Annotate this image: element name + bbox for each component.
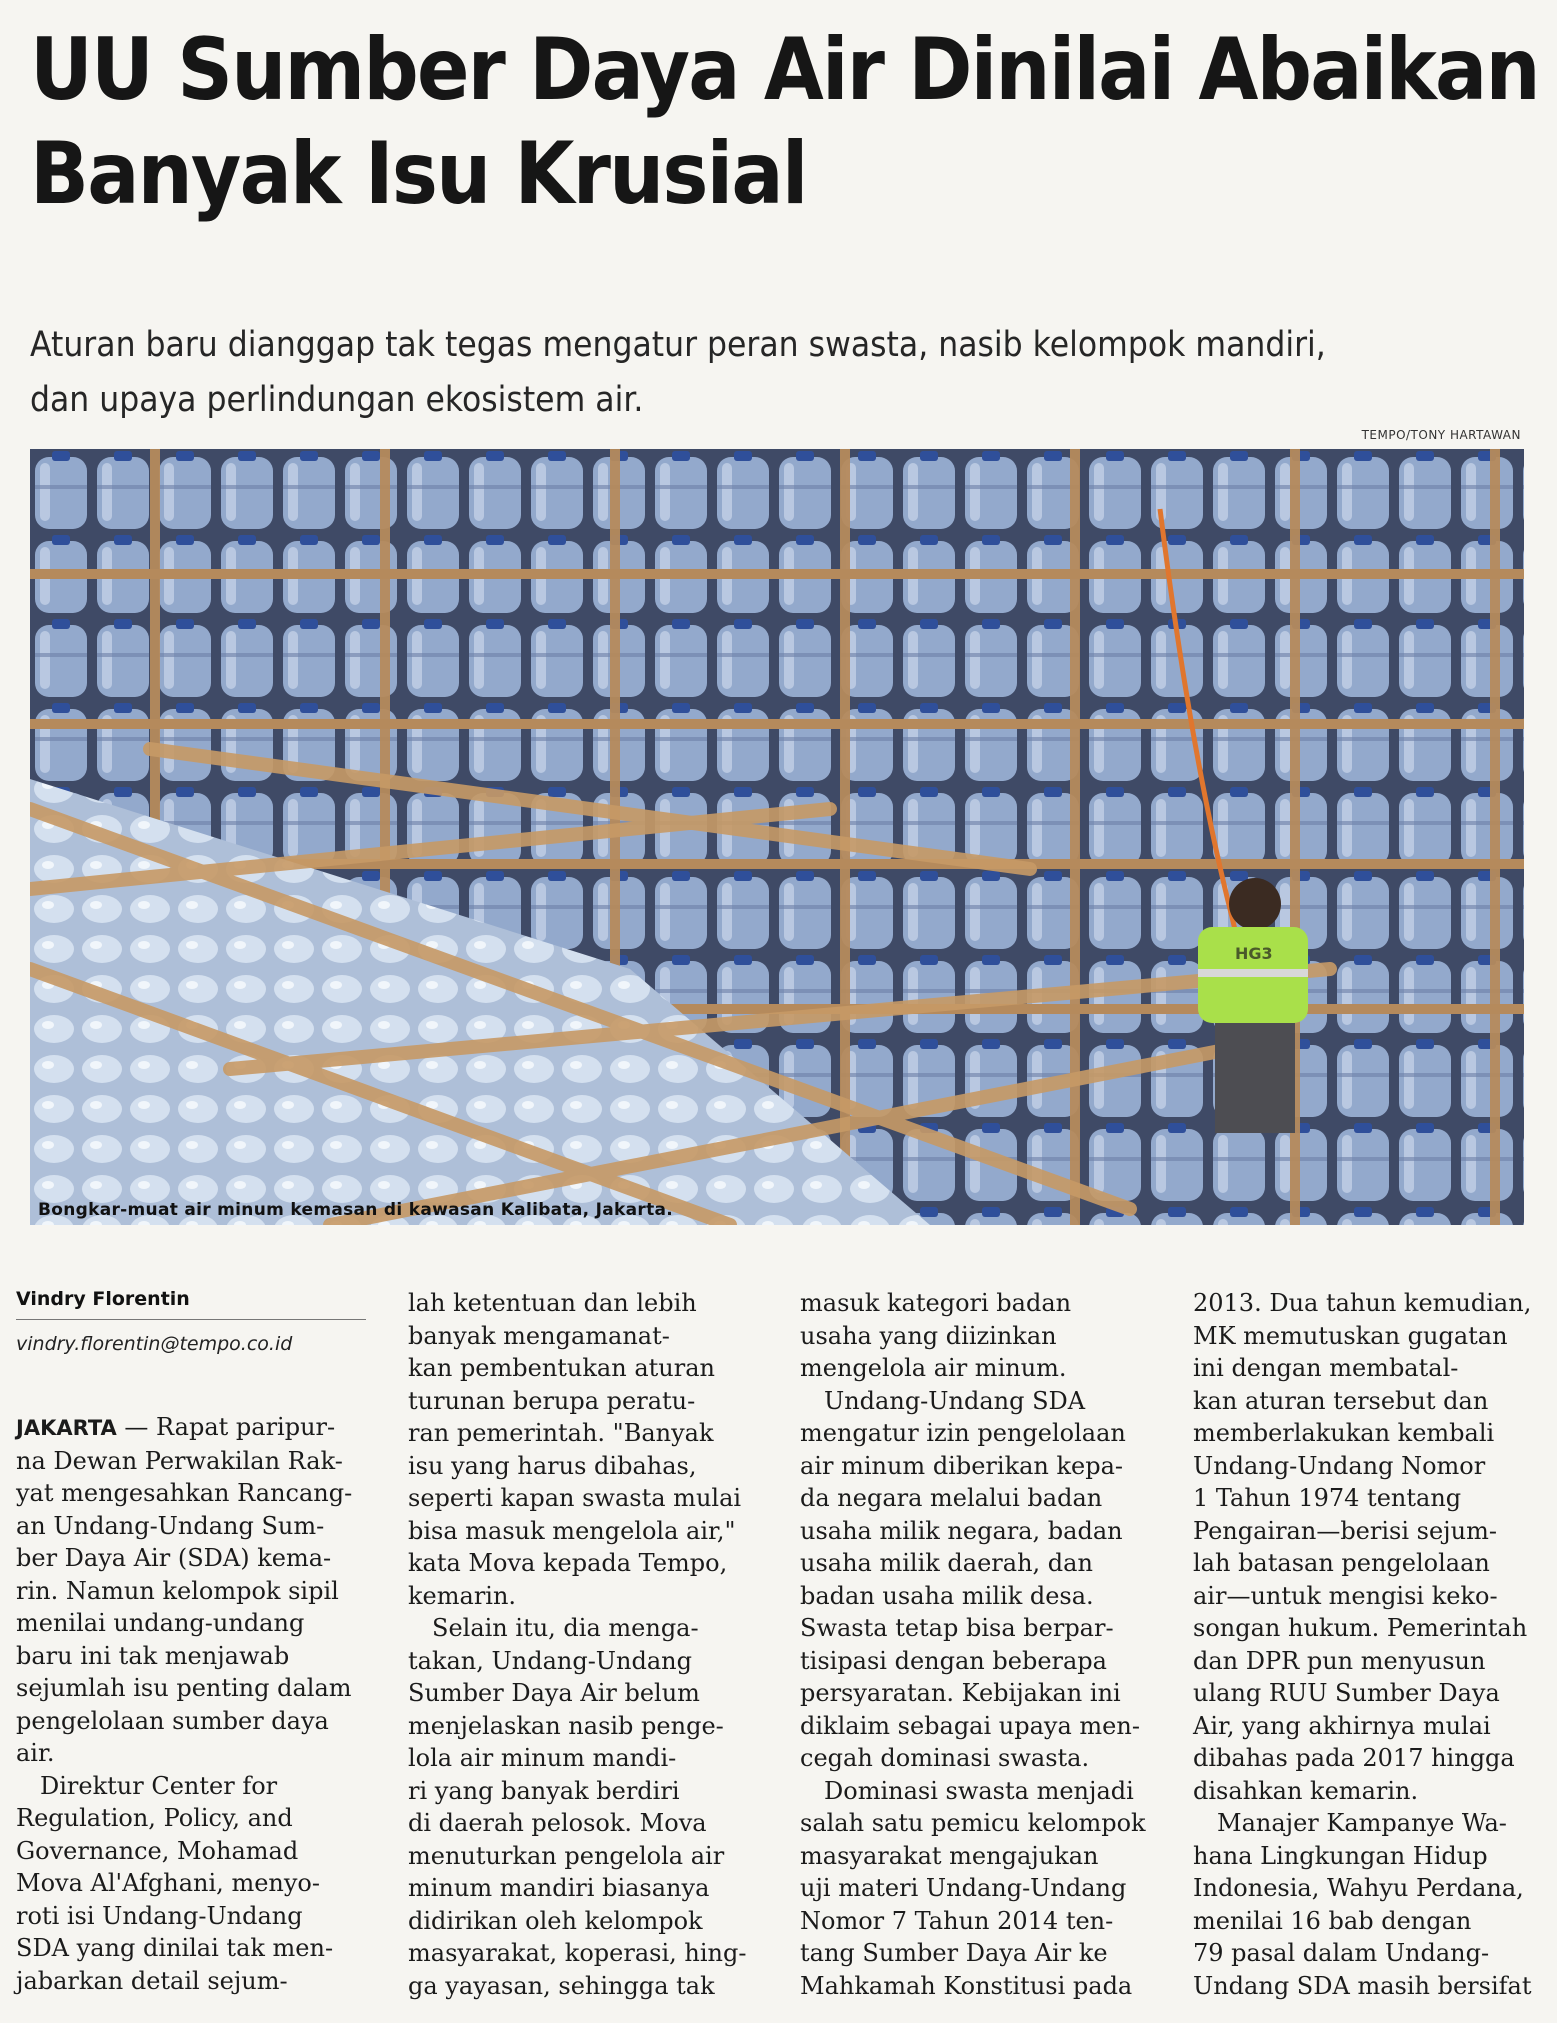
vest-label: HG3 xyxy=(1235,944,1273,963)
column-4-line: Manajer Kampanye Wa- xyxy=(1217,1809,1507,1837)
subheadline-line-1: Aturan baru dianggap tak tegas mengatur peran swasta, nasib kelompok mandiri, xyxy=(30,325,1326,365)
column-2-line: bisa masuk mengelola air," xyxy=(408,1516,736,1545)
column-2-line: Selain itu, dia menga- xyxy=(432,1614,699,1642)
column-4-line: 1 Tahun 1974 tentang xyxy=(1193,1484,1462,1512)
column-2-line: Sumber Daya Air belum xyxy=(408,1679,700,1707)
column-2-line: banyak mengamanat- xyxy=(408,1321,670,1350)
column-4-line: air—untuk mengisi keko- xyxy=(1193,1581,1498,1610)
column-2-line: minum mandiri biasanya xyxy=(408,1874,710,1902)
column-1-line: ber Daya Air (SDA) kema- xyxy=(16,1544,332,1572)
column-2-line: takan, Undang-Undang xyxy=(408,1646,692,1675)
column-3-line: Nomor 7 Tahun 2014 ten- xyxy=(800,1906,1114,1935)
column-3-line: tang Sumber Daya Air ke xyxy=(800,1939,1108,1967)
column-2-line: kan pembentukan aturan xyxy=(408,1354,715,1382)
column-2-line: ga yayasan, sehingga tak xyxy=(408,1971,715,2000)
column-4-line: 2013. Dua tahun kemudian, xyxy=(1193,1289,1532,1317)
column-4-line: ulang RUU Sumber Daya xyxy=(1193,1679,1500,1707)
column-3-line: masuk kategori badan xyxy=(800,1289,1072,1317)
byline-email: vindry.florentin@tempo.co.id xyxy=(16,1333,293,1355)
column-1-line: yat mengesahkan Rancang- xyxy=(16,1479,353,1507)
column-4-line: Indonesia, Wahyu Perdana, xyxy=(1193,1874,1524,1902)
column-3-line: persyaratan. Kebijakan ini xyxy=(800,1679,1121,1707)
column-1-line: baru ini tak menjawab xyxy=(16,1641,290,1670)
column-2-line: menuturkan pengelola air xyxy=(408,1841,725,1870)
column-2-line: menjelaskan nasib penge- xyxy=(408,1711,724,1740)
column-4-line: memberlakukan kembali xyxy=(1193,1419,1495,1447)
column-4-line: Undang-Undang Nomor xyxy=(1193,1451,1486,1480)
headline-line-2: Banyak Isu Krusial xyxy=(30,124,807,224)
byline-divider xyxy=(16,1319,366,1320)
column-2-line: isu yang harus dibahas, xyxy=(408,1451,697,1480)
column-1-line: sejumlah isu penting dalam xyxy=(16,1674,352,1702)
column-2-line: turunan berupa peratu- xyxy=(408,1386,696,1415)
column-1-line: Governance, Mohamad xyxy=(16,1836,299,1865)
column-4-line: Undang SDA masih bersifat xyxy=(1193,1971,1532,2000)
column-3-line: uji materi Undang-Undang xyxy=(800,1874,1127,1902)
column-3-line: usaha yang diizinkan xyxy=(800,1321,1057,1350)
article-column-3 xyxy=(800,1287,1155,2002)
column-4-line: ini dengan membatal- xyxy=(1193,1354,1459,1382)
article-column-4 xyxy=(1193,1287,1543,2002)
column-3-line: badan usaha milik desa. xyxy=(800,1581,1094,1610)
column-3-line: usaha milik negara, badan xyxy=(800,1516,1123,1545)
subheadline xyxy=(30,318,1326,428)
column-1-line: rin. Namun kelompok sipil xyxy=(16,1576,339,1605)
column-3-line: Undang-Undang SDA xyxy=(824,1386,1086,1415)
column-1-line: Mova Al'Afghani, menyo- xyxy=(16,1869,320,1897)
column-4-line: songan hukum. Pemerintah xyxy=(1193,1614,1528,1642)
column-4-line: 79 pasal dalam Undang- xyxy=(1193,1939,1490,1967)
column-4-line: hana Lingkungan Hidup xyxy=(1193,1841,1488,1870)
column-3-line: Mahkamah Konstitusi pada xyxy=(800,1971,1133,2000)
column-1-line: na Dewan Perwakilan Rak- xyxy=(16,1446,343,1475)
column-4-line: dibahas pada 2017 hingga xyxy=(1193,1744,1515,1772)
column-3-line: diklaim sebagai upaya men- xyxy=(800,1711,1140,1740)
article-column-1 xyxy=(16,1411,366,1997)
column-4-line: kan aturan tersebut dan xyxy=(1193,1386,1489,1415)
column-3-line: salah satu pemicu kelompok xyxy=(800,1809,1146,1837)
column-4-line: menilai 16 bab dengan xyxy=(1193,1906,1472,1935)
column-4-line: Pengairan—berisi sejum- xyxy=(1193,1516,1497,1545)
column-2-line: ran pemerintah. "Banyak xyxy=(408,1419,714,1447)
column-3-line: Dominasi swasta menjadi xyxy=(824,1776,1134,1805)
column-4-line: dan DPR pun menyusun xyxy=(1193,1646,1486,1675)
column-3-line: da negara melalui badan xyxy=(800,1484,1103,1512)
column-2-line: didirikan oleh kelompok xyxy=(408,1906,703,1935)
column-3-line: usaha milik daerah, dan xyxy=(800,1549,1093,1577)
column-2-line: seperti kapan swasta mulai xyxy=(408,1484,742,1512)
column-1-line: an Undang-Undang Sum- xyxy=(16,1511,325,1540)
column-3-line: mengatur izin pengelolaan xyxy=(800,1419,1126,1447)
column-2-line: kata Mova kepada Tempo, xyxy=(408,1549,728,1577)
column-4-line: lah batasan pengelolaan xyxy=(1193,1549,1490,1577)
column-1-line: jabarkan detail sejum- xyxy=(16,1966,288,1995)
article-column-2 xyxy=(408,1287,763,2002)
column-2-line: ri yang banyak berdiri xyxy=(408,1776,680,1805)
column-3-line: cegah dominasi swasta. xyxy=(800,1744,1090,1772)
column-3-line: masyarakat mengajukan xyxy=(800,1841,1099,1870)
headline xyxy=(30,18,1539,226)
column-2-line: kemarin. xyxy=(408,1581,517,1610)
column-2-line: lola air minum mandi- xyxy=(408,1744,677,1772)
photo-illustration xyxy=(30,449,1524,1225)
dateline: JAKARTA xyxy=(16,1416,117,1440)
column-1-line-0: JAKARTA — Rapat paripur- xyxy=(16,1413,336,1441)
column-1-line: Regulation, Policy, and xyxy=(16,1804,293,1832)
column-3-line: air minum diberikan kepa- xyxy=(800,1451,1124,1480)
photo-credit: TEMPO/TONY HARTAWAN xyxy=(1361,428,1521,442)
column-4-line: MK memutuskan gugatan xyxy=(1193,1321,1508,1350)
news-photo xyxy=(30,449,1524,1225)
headline-line-1: UU Sumber Daya Air Dinilai Abaikan xyxy=(30,20,1539,120)
column-3-line: Swasta tetap bisa berpar- xyxy=(800,1614,1114,1642)
column-1-line: SDA yang dinilai tak men- xyxy=(16,1934,334,1962)
column-1-line: Direktur Center for xyxy=(40,1771,278,1800)
column-2-line: masyarakat, koperasi, hing- xyxy=(408,1939,747,1967)
byline-author: Vindry Florentin xyxy=(16,1288,190,1310)
column-3-line: mengelola air minum. xyxy=(800,1354,1067,1382)
column-4-line: Air, yang akhirnya mulai xyxy=(1193,1711,1491,1740)
column-4-line: disahkan kemarin. xyxy=(1193,1776,1419,1805)
column-1-line: air. xyxy=(16,1739,55,1767)
column-1-line: pengelolaan sumber daya xyxy=(16,1706,329,1735)
column-2-line: lah ketentuan dan lebih xyxy=(408,1289,697,1317)
subheadline-line-2: dan upaya perlindungan ekosistem air. xyxy=(30,380,644,420)
column-2-line: di daerah pelosok. Mova xyxy=(408,1809,707,1837)
column-1-line: menilai undang-undang xyxy=(16,1609,305,1637)
column-1-line: roti isi Undang-Undang xyxy=(16,1901,303,1930)
column-3-line: tisipasi dengan beberapa xyxy=(800,1646,1107,1675)
photo-caption: Bongkar-muat air minum kemasan di kawasan Kalibata, Jakarta. xyxy=(38,1200,674,1220)
